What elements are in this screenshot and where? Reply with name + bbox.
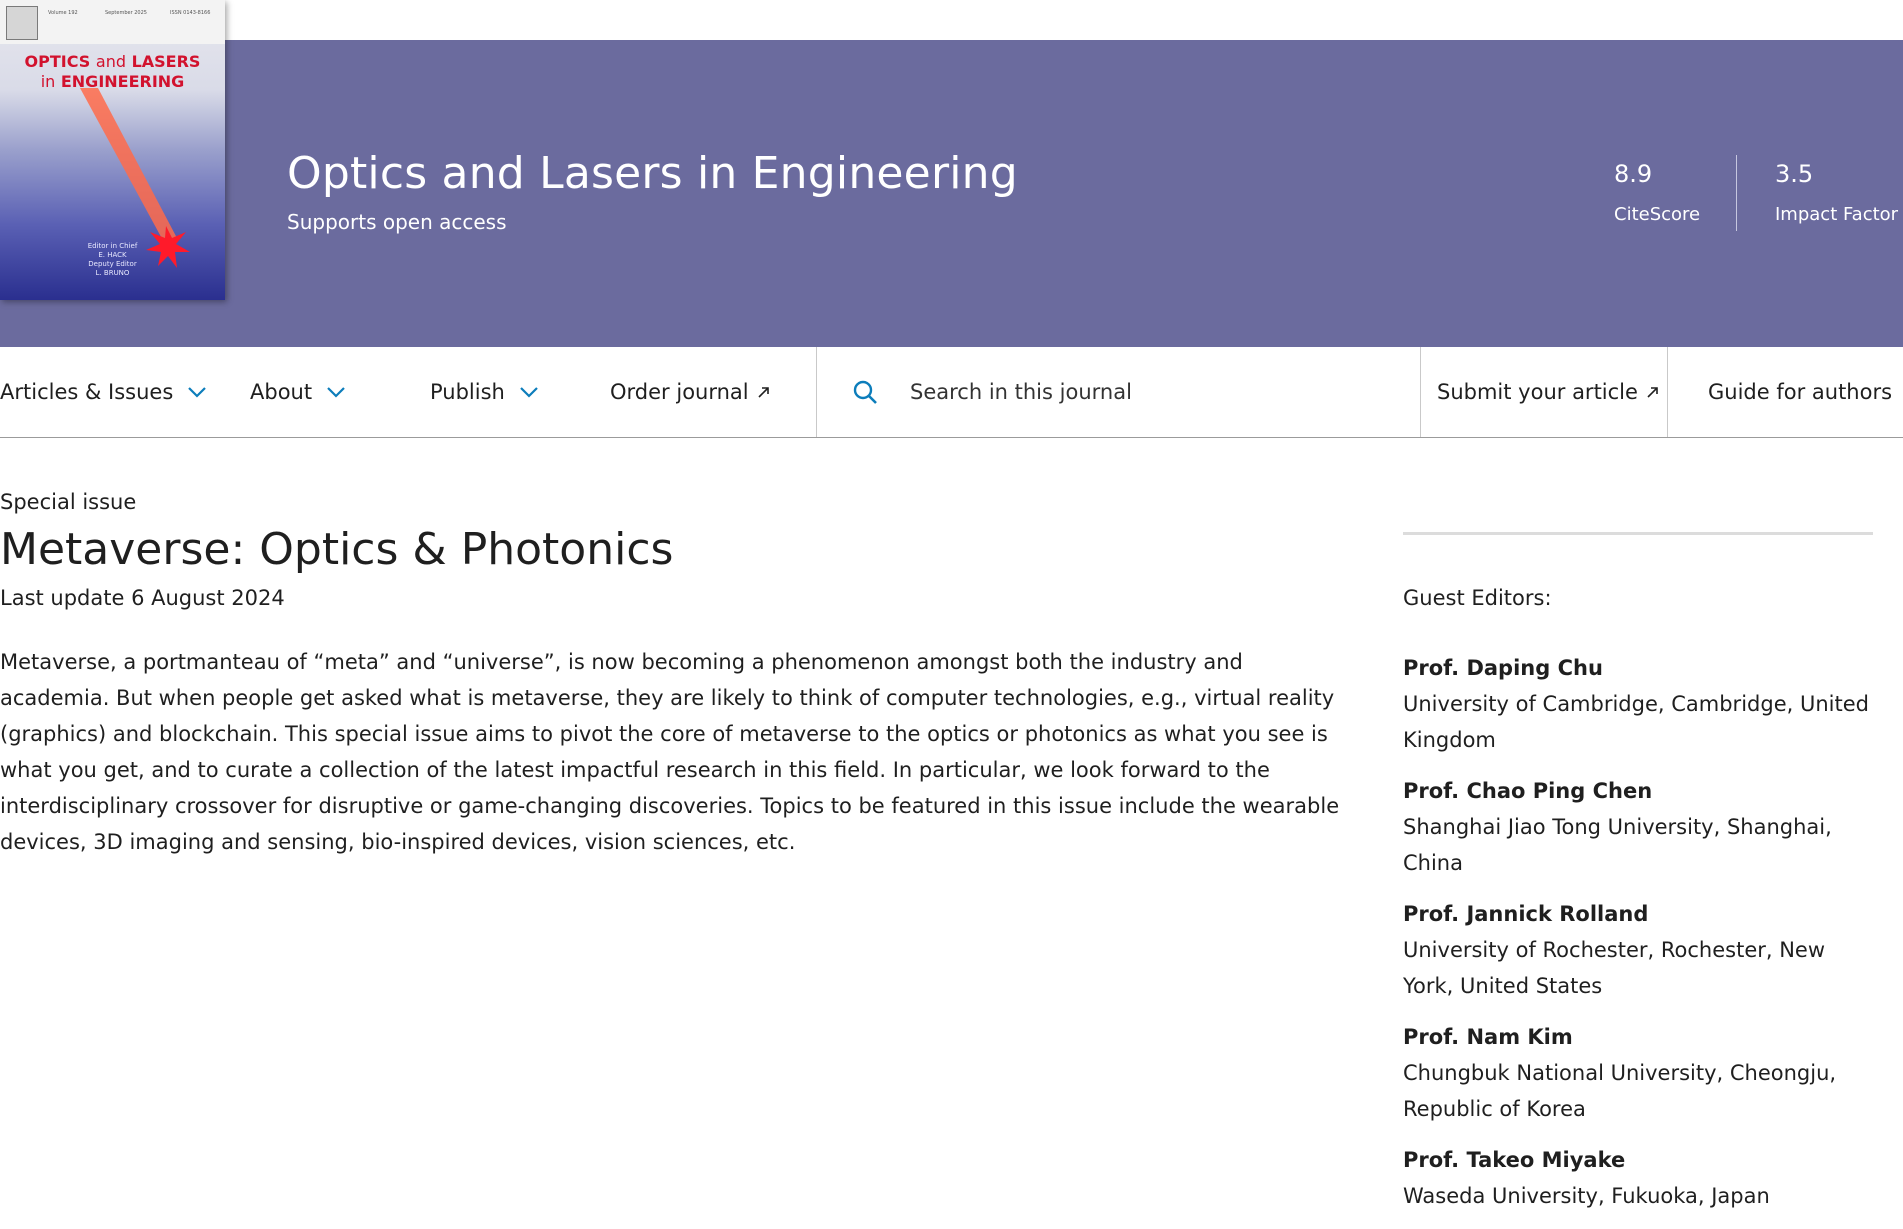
editor-name: Prof. Jannick Rolland xyxy=(1403,902,1649,926)
last-update-date: Last update 6 August 2024 xyxy=(0,586,285,610)
impact-factor-metric[interactable] xyxy=(1775,160,1898,225)
editor-affiliation: Chungbuk National University, Cheongju, Republic of Korea xyxy=(1403,1061,1837,1121)
chevron-down-icon xyxy=(519,386,539,398)
guest-editors-heading: Guest Editors: xyxy=(1403,586,1552,610)
editor-name: Prof. Nam Kim xyxy=(1403,1025,1573,1049)
citescore-value: 8.9 xyxy=(1614,160,1653,188)
guest-editor xyxy=(1403,896,1873,1004)
guest-editor xyxy=(1403,650,1873,758)
nav-order-journal[interactable] xyxy=(610,347,770,437)
chevron-down-icon xyxy=(187,386,207,398)
journal-cover[interactable] xyxy=(0,0,225,300)
journal-search[interactable] xyxy=(817,347,1417,437)
editor-name: Prof. Daping Chu xyxy=(1403,656,1603,680)
impact-factor-value: 3.5 xyxy=(1775,160,1814,188)
submit-article-label: Submit your article xyxy=(1437,380,1638,404)
nav-publish[interactable] xyxy=(430,347,539,437)
open-access-label: Supports open access xyxy=(287,210,507,234)
page-title: Metaverse: Optics & Photonics xyxy=(0,524,674,575)
content-type-label: Special issue xyxy=(0,490,137,514)
nav-articles-issues[interactable] xyxy=(0,347,207,437)
nav-publish-label: Publish xyxy=(430,380,505,404)
editor-affiliation: Waseda University, Fukuoka, Japan xyxy=(1403,1184,1770,1208)
cover-issn: ISSN 0143-8166 xyxy=(170,10,211,16)
nav-about-label: About xyxy=(250,380,313,404)
search-icon[interactable] xyxy=(852,379,878,405)
cover-title: OPTICS and LASERS in ENGINEERING xyxy=(24,52,201,91)
external-arrow-icon xyxy=(1646,386,1659,399)
nav-divider xyxy=(1420,347,1421,437)
metric-divider xyxy=(1736,155,1737,231)
nav-about[interactable] xyxy=(250,347,346,437)
guest-editors-list xyxy=(1403,650,1873,1229)
impact-factor-label: Impact Factor xyxy=(1775,204,1899,225)
cover-editors: Editor in Chief E. HACK Deputy Editor L. BRUNO xyxy=(87,242,138,277)
issue-description: Metaverse, a portmanteau of “meta” and “universe”, is now becoming a phenomenon amongst both the industry and academia. But when people get asked what is metaverse, they are likely to think of computer technologies, e.g., virtual reality (graphics) and blockchain. This special issue aims to pivot the core of metaverse to the optics or photonics as what you see is what you get, and to curate a collection of the latest impactful research in this field. In particular, we look forward to the interdisciplinary crossover for disruptive or game-changing discoveries. Topics to be featured in this issue include the wearable devices, 3D imaging and sensing, bio-inspired devices, vision sciences, etc. xyxy=(0,650,1340,854)
journal-title[interactable]: Optics and Lasers in Engineering xyxy=(287,148,1018,199)
citescore-metric[interactable] xyxy=(1614,160,1700,225)
cover-date: September 2025 xyxy=(105,10,147,16)
editor-name: Prof. Takeo Miyake xyxy=(1403,1148,1626,1172)
submit-article-link[interactable] xyxy=(1437,347,1659,437)
editor-affiliation: Shanghai Jiao Tong University, Shanghai, China xyxy=(1403,815,1832,875)
guest-editor xyxy=(1403,1142,1873,1214)
guide-for-authors-link[interactable] xyxy=(1708,347,1892,437)
chevron-down-icon xyxy=(326,386,346,398)
editor-affiliation: University of Cambridge, Cambridge, United Kingdom xyxy=(1403,692,1869,752)
nav-articles-issues-label: Articles & Issues xyxy=(0,380,174,404)
editor-affiliation: University of Rochester, Rochester, New York, United States xyxy=(1403,938,1826,998)
citescore-label: CiteScore xyxy=(1614,204,1701,225)
editor-name: Prof. Chao Ping Chen xyxy=(1403,779,1653,803)
sidebar-divider xyxy=(1403,532,1873,535)
cover-volume: Volume 192 xyxy=(48,10,78,16)
external-arrow-icon xyxy=(757,386,770,399)
nav-order-journal-label: Order journal xyxy=(610,380,749,404)
guest-editor xyxy=(1403,1019,1873,1127)
guest-editor xyxy=(1403,773,1873,881)
journal-nav xyxy=(0,347,1903,438)
search-input[interactable] xyxy=(908,379,1362,405)
nav-divider xyxy=(1667,347,1668,437)
guide-for-authors-label: Guide for authors xyxy=(1708,380,1893,404)
